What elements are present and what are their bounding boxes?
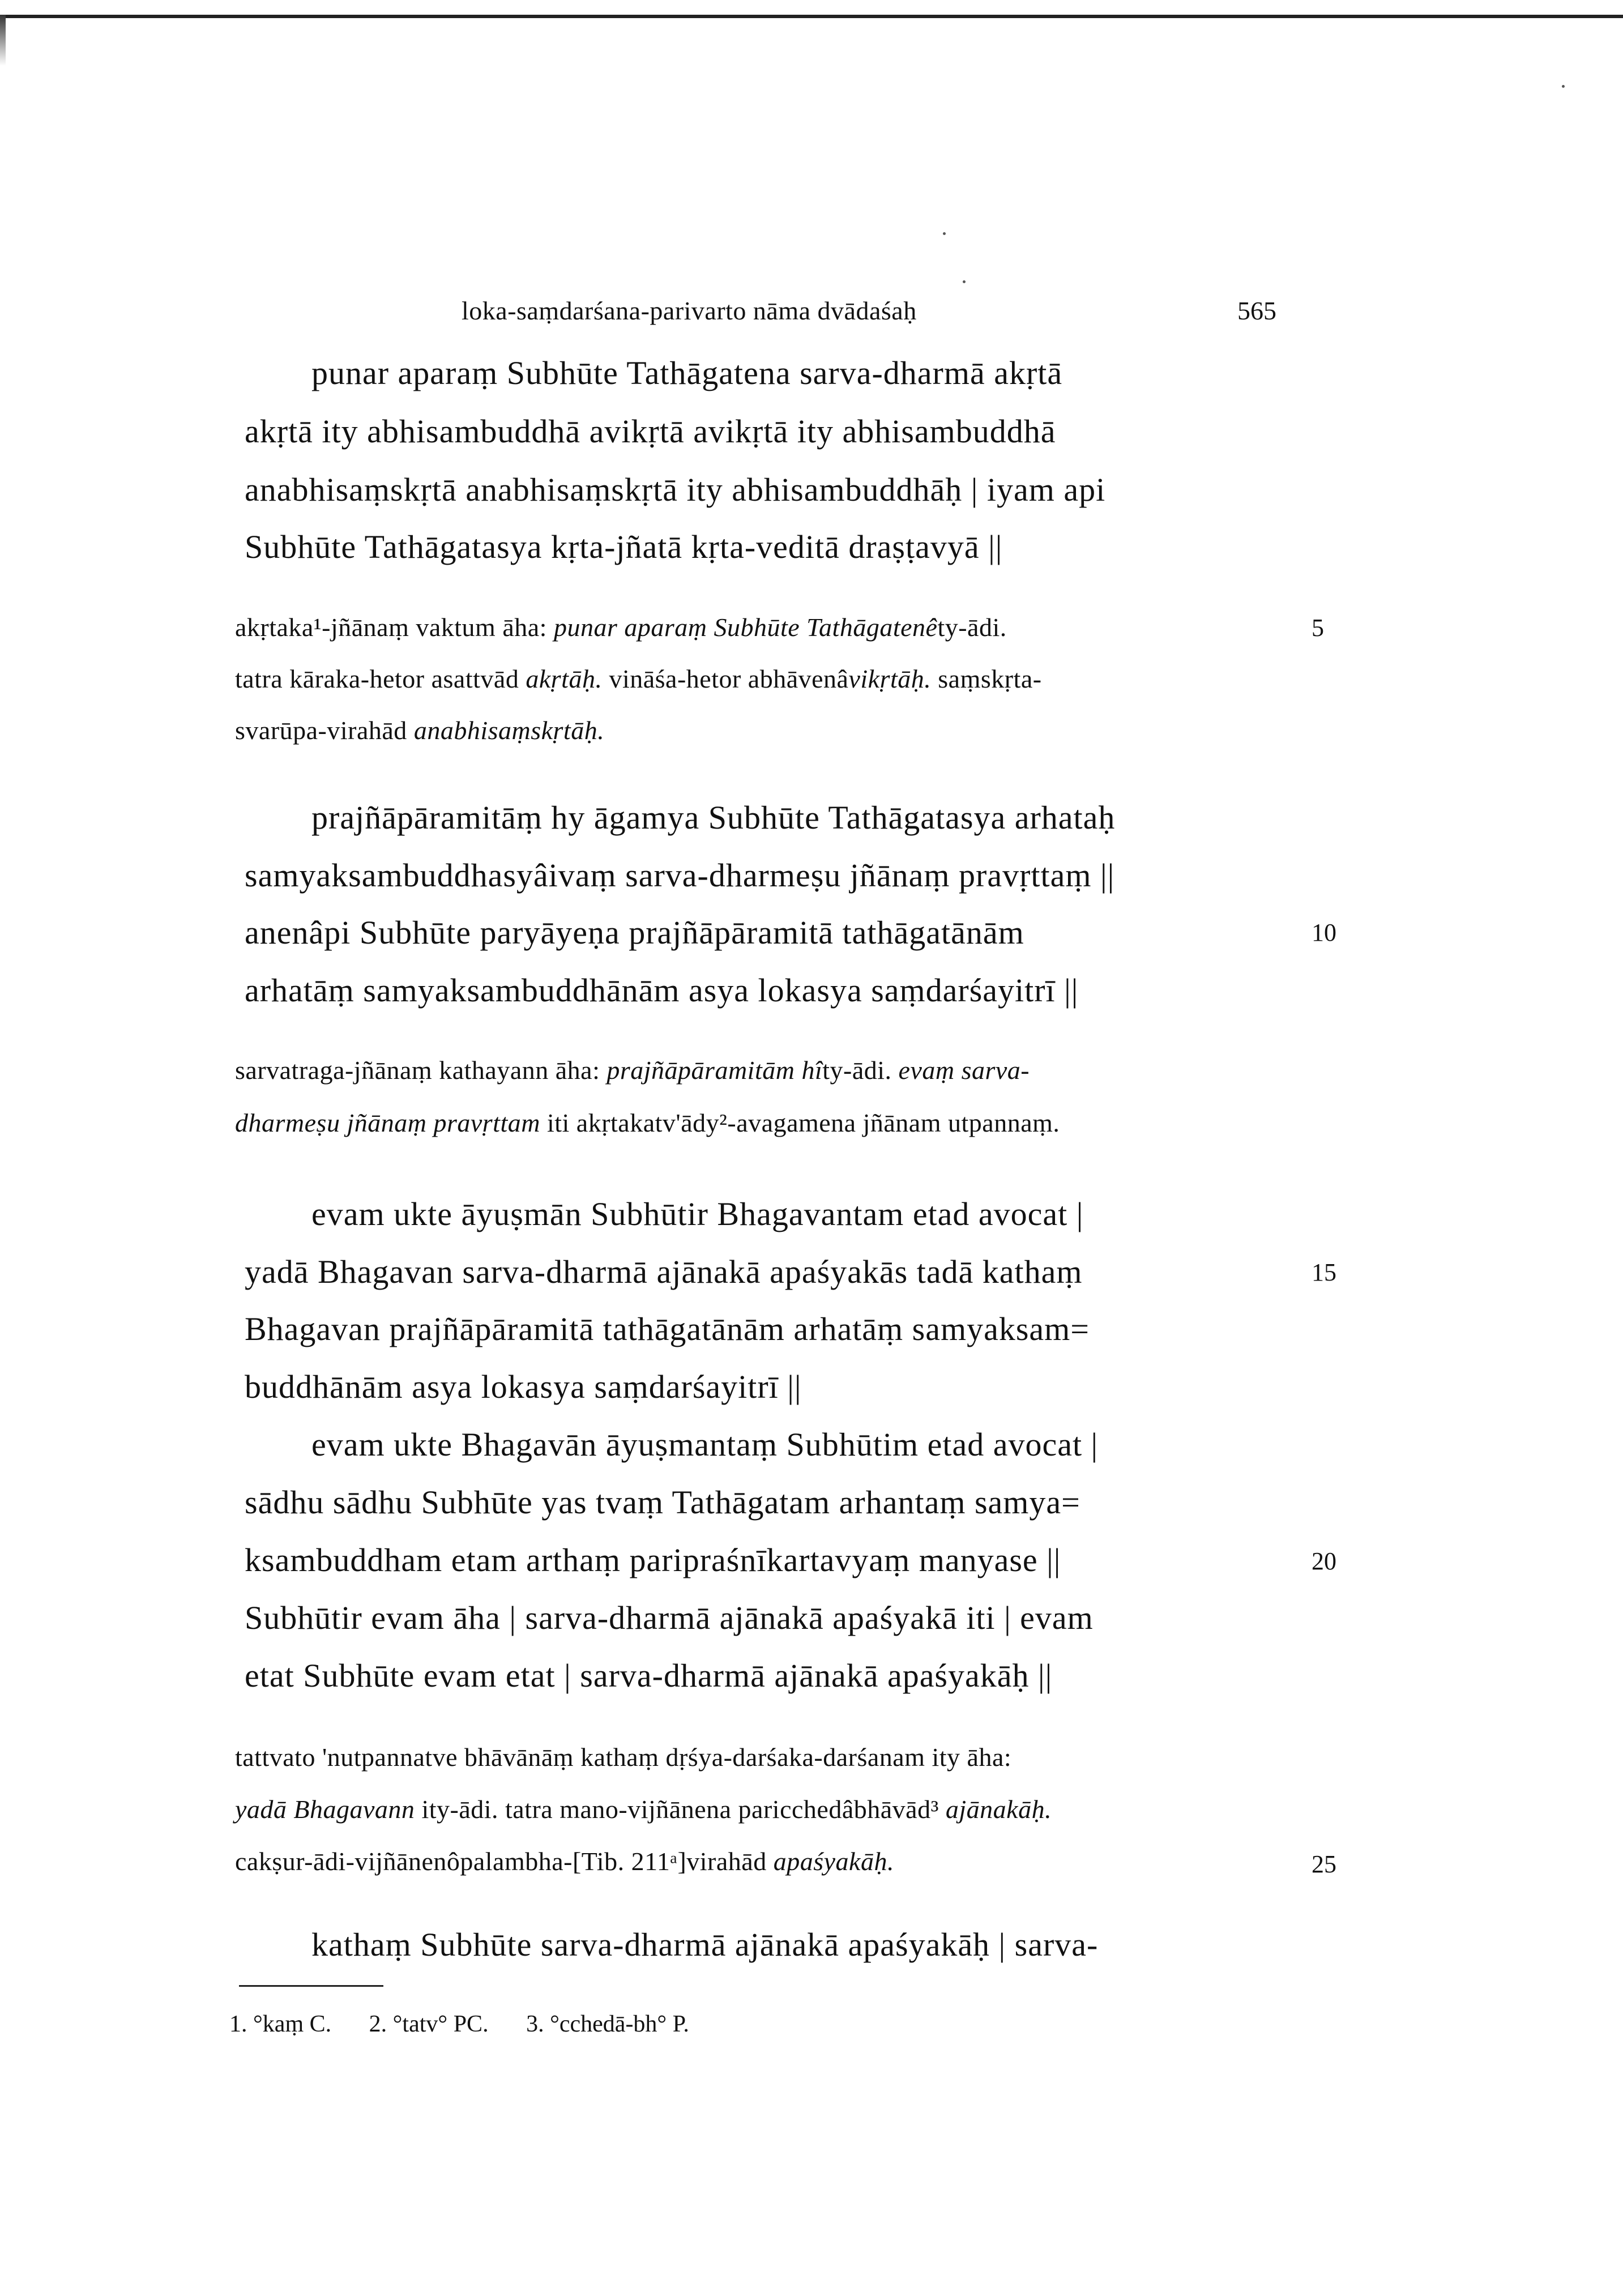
commentary-line xyxy=(235,1796,1052,1823)
scan-speck xyxy=(963,280,966,283)
text-run: cakṣur-ādi-vijñānenôpalambha-[Tib. 211ᵃ]virahād xyxy=(235,1847,774,1876)
scan-speck xyxy=(1562,85,1565,88)
footnote: 2. °tatv° PC. xyxy=(369,2011,489,2037)
text-run: akṛtaka¹-jñānaṃ vaktum āha: xyxy=(235,613,554,642)
text-run: ty-ādi. xyxy=(937,613,1007,642)
italic-run: vikṛtāḥ. xyxy=(848,664,932,693)
main-text-line: ksambuddham etam arthaṃ paripraśnīkartavyaṃ manyase || xyxy=(245,1542,1061,1578)
text-run: vināśa-hetor abhāvenâ xyxy=(602,664,849,693)
main-text-line: yadā Bhagavan sarva-dharmā ajānakā apaśyakās tadā kathaṃ xyxy=(245,1253,1083,1290)
line-number: 15 xyxy=(1312,1258,1336,1286)
italic-run: akṛtāḥ. xyxy=(526,664,603,693)
footnote: 3. °cchedā-bh° P. xyxy=(526,2011,689,2037)
scan-border xyxy=(0,15,1623,18)
line-number: 10 xyxy=(1312,919,1336,946)
italic-run: ajānakāḥ. xyxy=(945,1795,1052,1824)
footnotes xyxy=(229,2011,721,2038)
italic-run: anabhisaṃskṛtāḥ. xyxy=(413,716,605,745)
main-text-line: Subhūte Tathāgatasya kṛta-jñatā kṛta-veditā draṣṭavyā || xyxy=(245,528,1003,565)
commentary-line xyxy=(235,614,1007,641)
main-text-line: samyaksambuddhasyâivaṃ sarva-dharmeṣu jñānaṃ pravṛttaṃ || xyxy=(245,857,1115,894)
main-text-line: Subhūtir evam āha | sarva-dharmā ajānakā apaśyakā iti | evam xyxy=(245,1599,1094,1636)
italic-run: dharmeṣu jñānaṃ pravṛttam xyxy=(235,1108,540,1137)
italic-run: evaṃ sarva- xyxy=(898,1056,1030,1085)
commentary-line xyxy=(235,1110,1060,1136)
main-text-line: etat Subhūte evam etat | sarva-dharmā ajānakā apaśyakāḥ || xyxy=(245,1657,1053,1694)
line-number: 20 xyxy=(1312,1547,1336,1575)
commentary-line xyxy=(235,1849,894,1875)
main-text-line: akṛtā ity abhisambuddhā avikṛtā avikṛtā ity abhisambuddhā xyxy=(245,413,1056,450)
italic-run: yadā Bhagavann xyxy=(235,1795,415,1824)
italic-run: apaśyakāḥ. xyxy=(773,1847,894,1876)
main-text-line: Bhagavan prajñāpāramitā tathāgatānām arhatāṃ samyaksam= xyxy=(245,1311,1090,1347)
main-text-line: kathaṃ Subhūte sarva-dharmā ajānakā apaśyakāḥ | sarva- xyxy=(311,1926,1099,1963)
text-run: ty-ādi. xyxy=(822,1056,899,1085)
text-run: tattvato 'nutpannatve bhāvānāṃ kathaṃ dṛśya-darśaka-darśanam ity āha: xyxy=(235,1743,1012,1772)
main-text-line: sādhu sādhu Subhūte yas tvaṃ Tathāgatam arhantaṃ samya= xyxy=(245,1484,1080,1521)
footnote: 1. °kaṃ C. xyxy=(229,2011,332,2037)
text-run: sarvatraga-jñānaṃ kathayann āha: xyxy=(235,1056,607,1085)
page-number: 565 xyxy=(1237,296,1276,325)
main-text-line: prajñāpāramitāṃ hy āgamya Subhūte Tathāgatasya arhataḥ xyxy=(311,799,1116,836)
commentary-line xyxy=(235,718,604,744)
italic-run: punar aparaṃ Subhūte Tathāgatenê xyxy=(553,613,938,642)
commentary-line xyxy=(235,666,1042,692)
main-text-line: anabhisaṃskṛtā anabhisaṃskṛtā ity abhisambuddhāḥ | iyam api xyxy=(245,471,1106,508)
main-text-line: anenâpi Subhūte paryāyeṇa prajñāpāramitā tathāgatānām xyxy=(245,914,1024,951)
main-text-line: evam ukte Bhagavān āyuṣmantaṃ Subhūtim etad avocat | xyxy=(311,1426,1099,1463)
footnote-rule xyxy=(239,1985,383,1987)
text-run: saṃskṛta- xyxy=(931,664,1042,693)
italic-run: prajñāpāramitām hî xyxy=(607,1056,823,1085)
scan-speck xyxy=(943,232,946,235)
main-text-line: buddhānām asya lokasya saṃdarśayitrī || xyxy=(245,1368,802,1405)
main-text-line: punar aparaṃ Subhūte Tathāgatena sarva-dharmā akṛtā xyxy=(311,355,1063,391)
main-text-line: evam ukte āyuṣmān Subhūtir Bhagavantam etad avocat | xyxy=(311,1196,1084,1232)
text-run: ity-ādi. tatra mano-vijñānena paricchedâbhāvād³ xyxy=(415,1795,946,1824)
text-run: tatra kāraka-hetor asattvād xyxy=(235,664,526,693)
commentary-line xyxy=(235,1057,1030,1083)
scan-border-left xyxy=(0,15,6,66)
text-run: svarūpa-virahād xyxy=(235,716,414,745)
main-text-line: arhatāṃ samyaksambuddhānām asya lokasya saṃdarśayitrī || xyxy=(245,972,1079,1009)
text-run: iti akṛtakatv'ādy²-avagamena jñānam utpannaṃ. xyxy=(540,1108,1060,1137)
running-title: loka-saṃdarśana-parivarto nāma dvādaśaḥ xyxy=(462,296,917,325)
commentary-line xyxy=(235,1744,1011,1770)
line-number: 5 xyxy=(1312,614,1324,642)
line-number: 25 xyxy=(1312,1850,1336,1878)
